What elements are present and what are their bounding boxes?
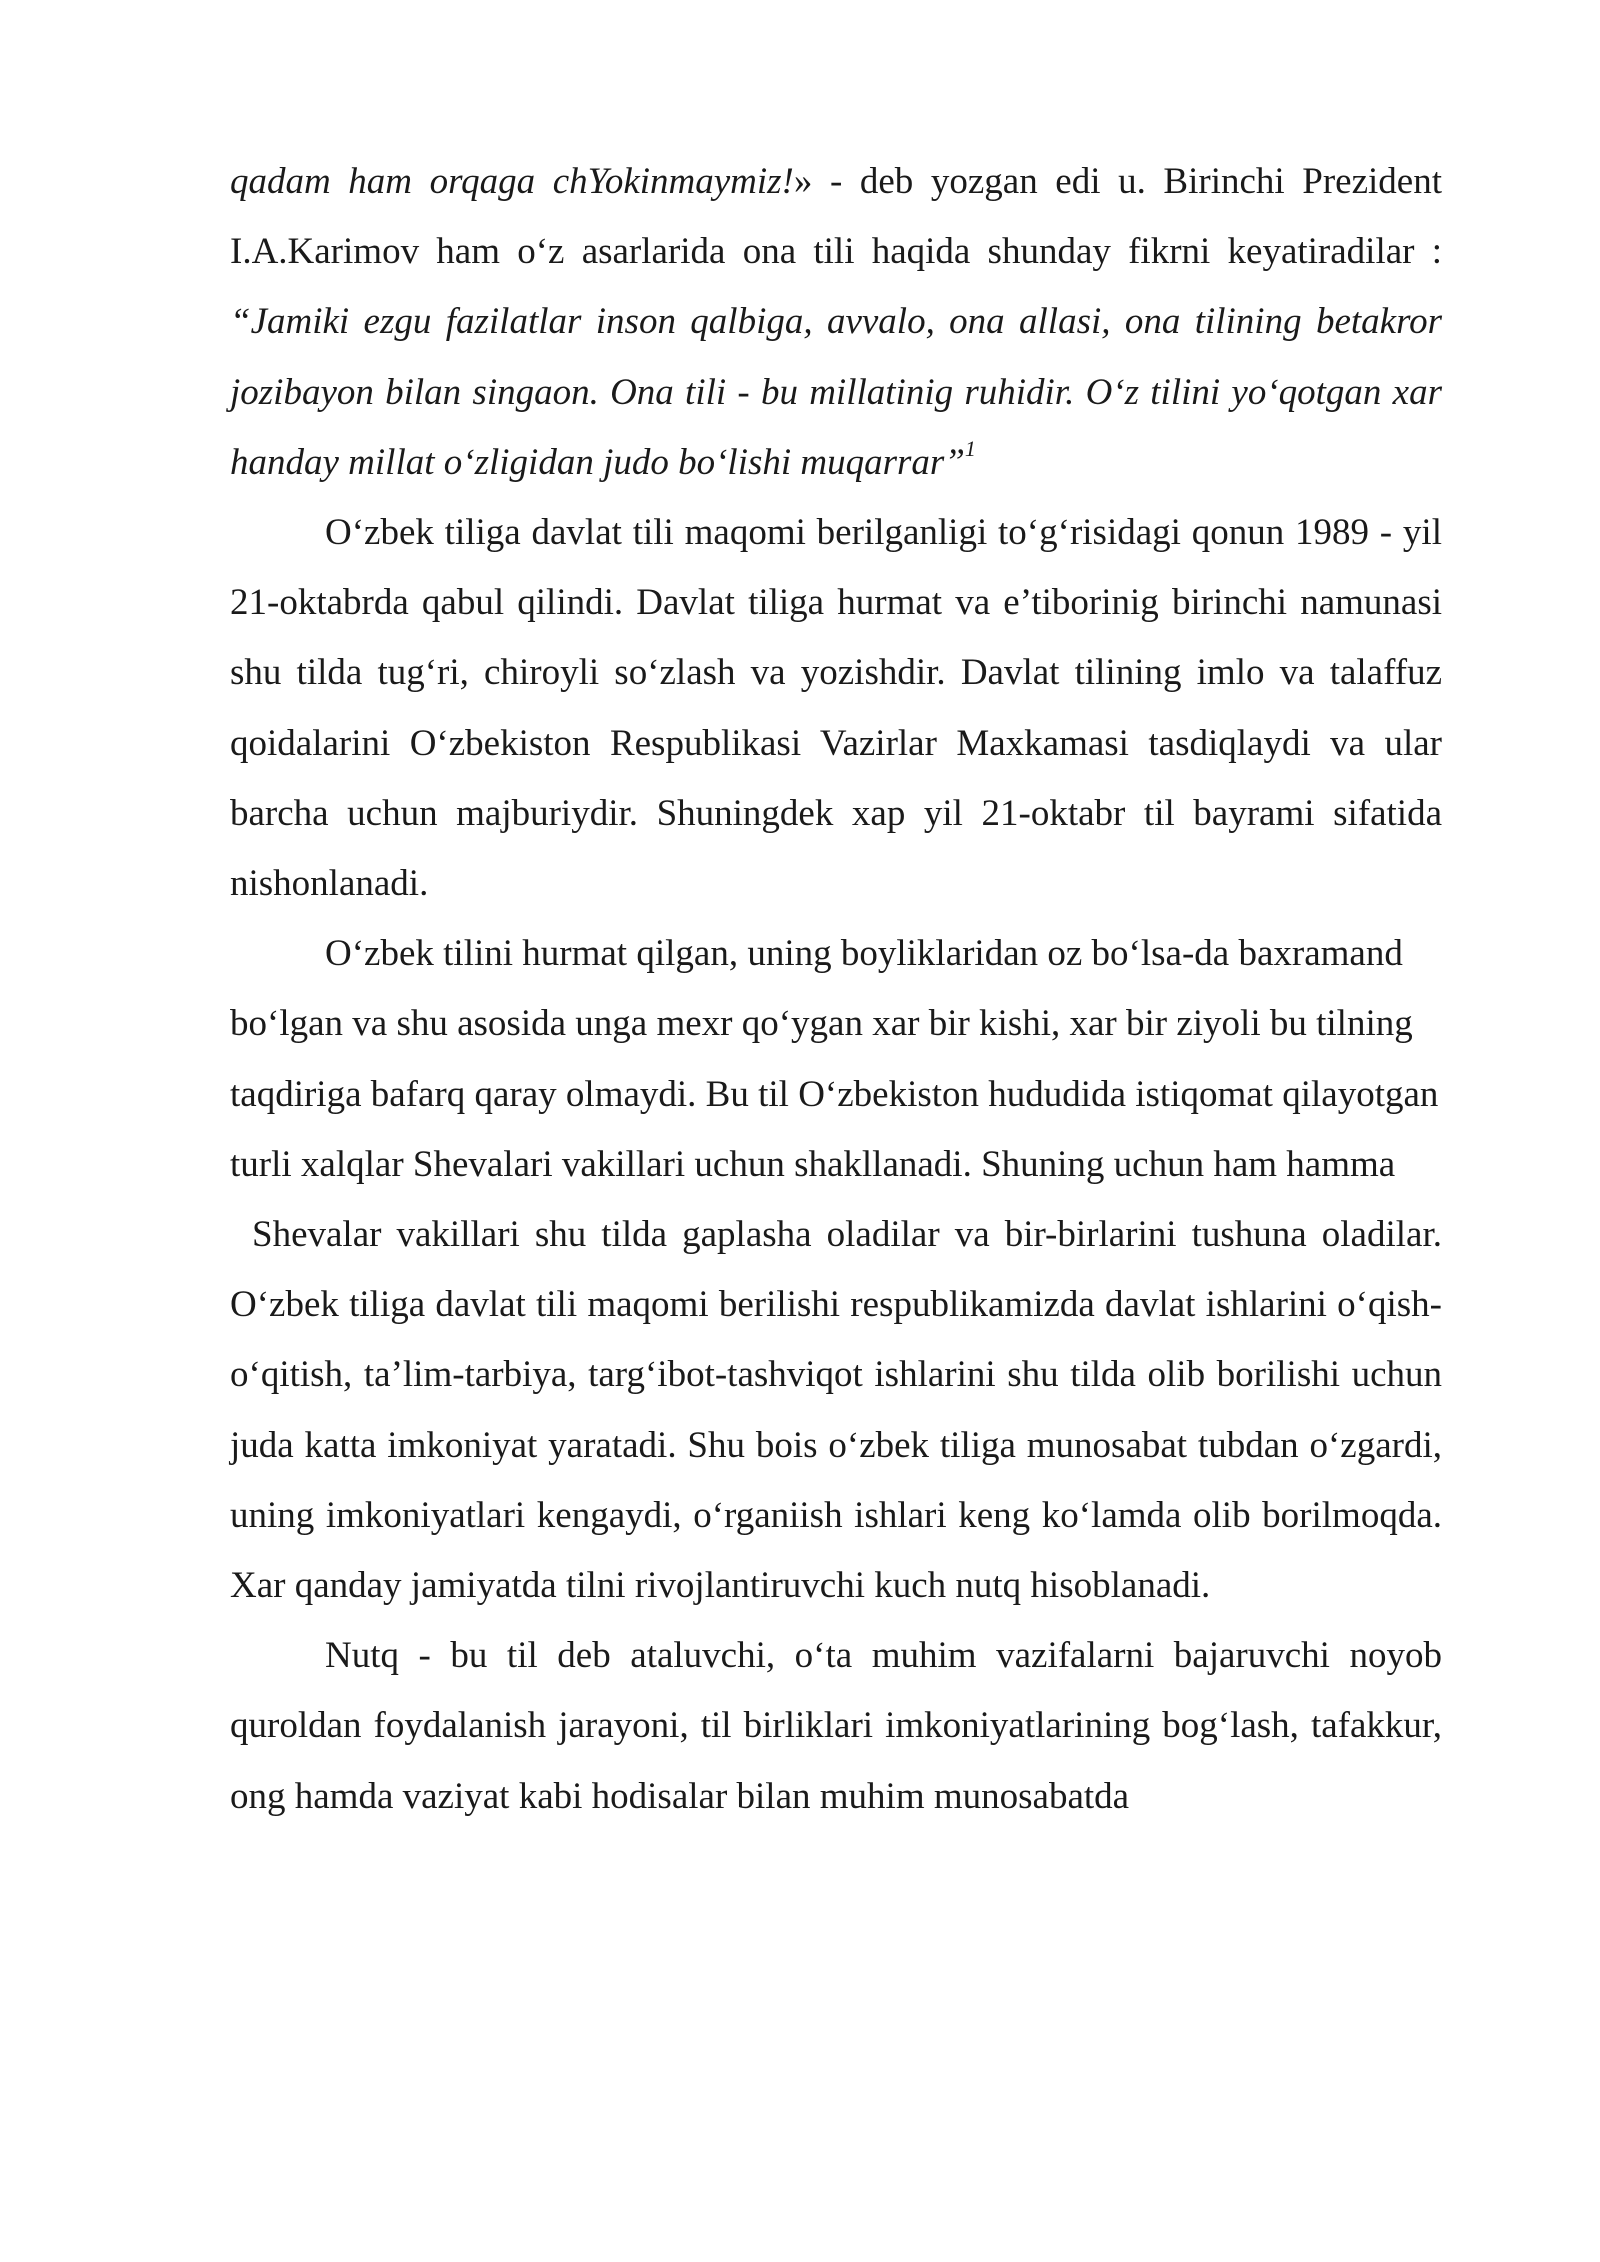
- paragraph-2: O‘zbek tiliga davlat tili maqomi berilganligi to‘g‘risidagi qonun 1989 - yil 21-oktabrda qabul qilindi. Davlat tiliga hurmat va e’tiborinig birinchi namunasi shu tilda tug‘ri, chiroyli so‘zlash va yozishdir. Davlat tilining imlo va talaffuz qoidalarini O‘zbekiston Respublikasi Vazirlar Maxkamasi tasdiqlaydi va ular barcha uchun majburiydir. Shuningdek xap yil 21-oktabr til bayrami sifatida nishonlanadi.: [230, 512, 1442, 905]
- paragraph-5: Nutq - bu til deb ataluvchi, o‘ta muhim vazifalarni bajaruvchi noyob quroldan foydalanish jarayoni, til birliklari imkoniyatlarining bog‘lash, tafakkur, ong hamda vaziyat kabi hodisalar bilan muhim munosabatda: [230, 1635, 1442, 1817]
- quote-ending: qadam ham orqaga chYokinmaymiz!: [230, 161, 794, 202]
- paragraph-3: O‘zbek tilini hurmat qilgan, uning boyliklaridan oz bo‘lsa-da baxramand bo‘lgan va shu asosida unga mexr qo‘ygan xar bir kishi, xar bir ziyoli bu tilning taqdiriga bafarq qaray olmaydi. Bu til O‘zbekiston hududida istiqomat qilayotgan turli xalqlar Shevalari vakillari uchun shakllanadi. Shuning uchun ham hamma: [230, 933, 1439, 1185]
- paragraph-1-text: - deb yozgan edi u. Birinchi Prezident I.A.Karimov ham o‘z asarlarida ona tili haqida shunday fikrni keyatiradilar :: [230, 161, 1442, 273]
- document-body: [230, 147, 1442, 1832]
- closing-guillemet: »: [793, 161, 813, 202]
- footnote-marker: 1: [964, 436, 976, 462]
- paragraph-1: [230, 147, 1442, 498]
- karimov-quote: “Jamiki ezgu fazilatlar inson qalbiga, avvalo, ona allasi, ona tilining betakror jozibayon bilan singaon. Ona tili - bu millatinig ruhidir. O‘z tilini yo‘qotgan xar handay millat o‘zligidan judo bo‘lishi muqarrar”: [230, 301, 1442, 483]
- paragraph-4: Shevalar vakillari shu tilda gaplasha oladilar va bir-birlarini tushuna oladilar. O‘zbek tiliga davlat tili maqomi berilishi respublikamizda davlat ishlarini o‘qish-o‘qitish, ta’lim-tarbiya, targ‘ibot-tashviqot ishlarini shu tilda olib borilishi uchun juda katta imkoniyat yaratadi. Shu bois o‘zbek tiliga munosabat tubdan o‘zgardi, uning imkoniyatlari kengaydi, o‘rganiish ishlari keng ko‘lamda olib borilmoqda. Xar qanday jamiyatda tilni rivojlantiruvchi kuch nutq hisoblanadi.: [230, 1214, 1442, 1607]
